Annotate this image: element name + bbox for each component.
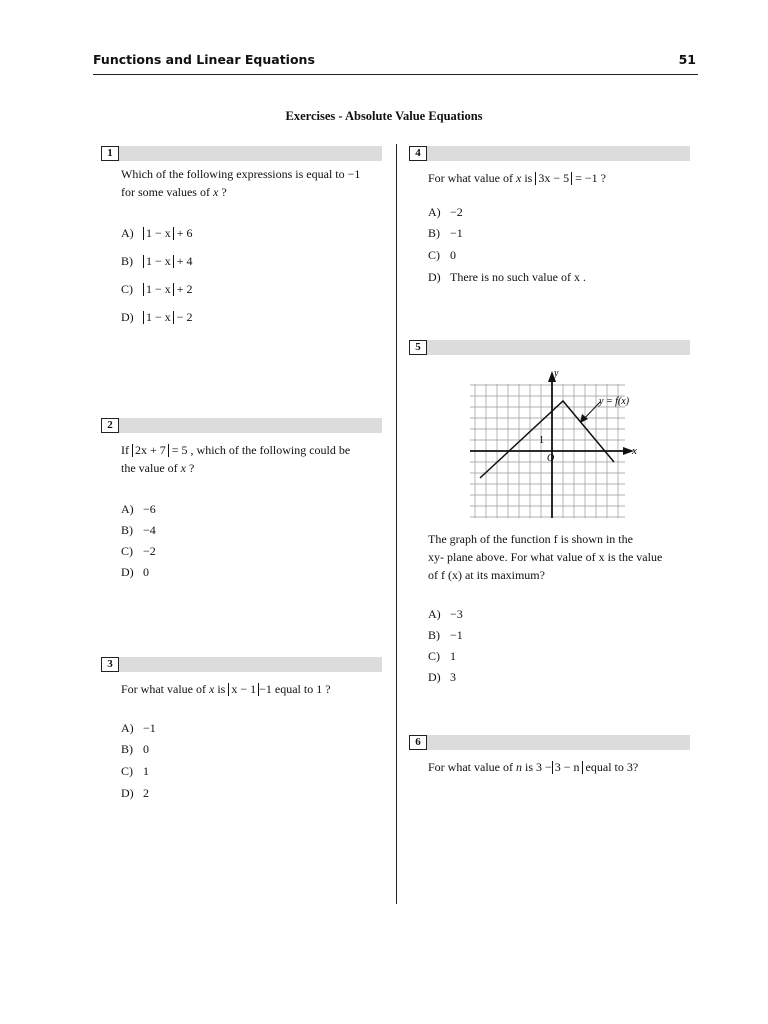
question-4-choice-d[interactable]: D) There is no such value of x . xyxy=(428,270,586,284)
question-3-choice-d[interactable]: D) 2 xyxy=(121,786,149,800)
question-4-stem: For what value of x is 3x − 5 = −1 ? xyxy=(428,171,606,185)
question-3-choice-a[interactable]: A) −1 xyxy=(121,721,156,735)
question-1-choice-c[interactable]: C) 1 − x + 2 xyxy=(121,282,193,296)
question-1-choice-a[interactable]: A) 1 − x + 6 xyxy=(121,226,193,240)
question-6-stem: For what value of n is 3 − 3 − n equal to 3? xyxy=(428,760,639,774)
question-3-number: 3 xyxy=(101,657,119,672)
question-3-choice-b[interactable]: B) 0 xyxy=(121,742,149,756)
question-4-choice-c[interactable]: C) 0 xyxy=(428,248,456,262)
function-graph xyxy=(470,368,650,520)
question-3-stem: For what value of x is x − 1 −1 equal to 1 ? xyxy=(121,682,331,696)
question-1-number: 1 xyxy=(101,146,119,161)
x-axis-label: x xyxy=(632,445,637,457)
question-2-stem: If 2x + 7 = 5 , which of the following could be the value of x ? xyxy=(121,443,351,475)
question-1-header xyxy=(101,146,382,161)
question-3-header xyxy=(101,657,382,672)
question-5-header xyxy=(409,340,690,355)
y-axis-label: y xyxy=(554,368,559,379)
question-5-choice-a[interactable]: A) −3 xyxy=(428,607,463,621)
question-1-choice-b[interactable]: B) 1 − x + 4 xyxy=(121,254,193,268)
question-4-choice-b[interactable]: B) −1 xyxy=(428,226,463,240)
question-2-choice-b[interactable]: B) −4 xyxy=(121,523,156,537)
question-5-choice-b[interactable]: B) −1 xyxy=(428,628,463,642)
question-6-number: 6 xyxy=(409,735,427,750)
function-line xyxy=(480,401,614,478)
question-5-number: 5 xyxy=(409,340,427,355)
question-2-header xyxy=(101,418,382,433)
question-3-choice-c[interactable]: C) 1 xyxy=(121,764,149,778)
question-1-choice-d[interactable]: D) 1 − x − 2 xyxy=(121,310,193,324)
question-4-number: 4 xyxy=(409,146,427,161)
question-4-header xyxy=(409,146,690,161)
question-2-choice-d[interactable]: D) 0 xyxy=(121,565,149,579)
question-5-choice-c[interactable]: C) 1 xyxy=(428,649,456,663)
page-header xyxy=(93,52,698,75)
column-divider xyxy=(396,144,397,904)
question-2-number: 2 xyxy=(101,418,119,433)
question-2-choice-c[interactable]: C) −2 xyxy=(121,544,156,558)
question-6-header xyxy=(409,735,690,750)
chapter-title: Functions and Linear Equations xyxy=(93,52,315,67)
tick-label: 1 xyxy=(539,435,544,446)
page-number: 51 xyxy=(678,52,696,67)
function-label: y = f(x) xyxy=(599,396,630,407)
question-2-choice-a[interactable]: A) −6 xyxy=(121,502,156,516)
question-5-choice-d[interactable]: D) 3 xyxy=(428,670,456,684)
question-4-choice-a[interactable]: A) −2 xyxy=(428,205,463,219)
question-5-stem: The graph of the function f is shown in the xy- plane above. For what value of x is the value of f (x) at its maximum? xyxy=(428,532,663,582)
origin-label: O xyxy=(547,453,555,464)
section-title: Exercises - Absolute Value Equations xyxy=(285,109,483,123)
question-1-stem: Which of the following expressions is equal to −1 for some values of x ? xyxy=(121,167,361,199)
